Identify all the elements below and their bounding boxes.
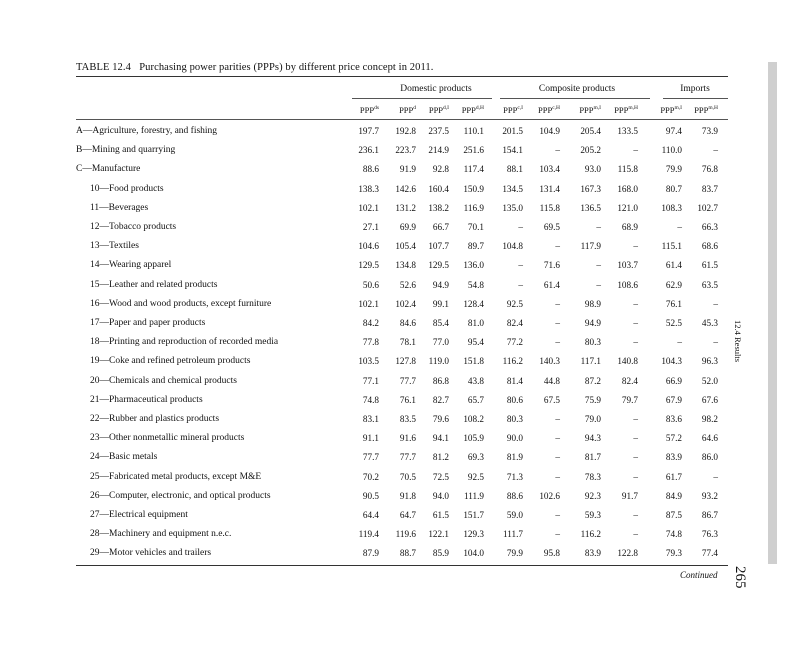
table-cell: 92.8	[432, 164, 449, 175]
table-cell: 122.8	[617, 548, 638, 559]
table-cell: 138.2	[428, 202, 449, 213]
table-cell: –	[677, 222, 682, 232]
table-cell: 83.7	[701, 183, 718, 194]
row-label: 17—Paper and paper products	[90, 318, 206, 328]
row-label: 29—Motor vehicles and trailers	[90, 548, 212, 559]
table-cell: 104.8	[502, 241, 523, 252]
table-cell: 150.9	[463, 183, 484, 194]
table-cell: 72.5	[432, 471, 449, 482]
table-cell: 116.2	[502, 356, 523, 367]
table-cell: 131.2	[395, 202, 416, 213]
table-cell: 117.1	[580, 356, 601, 367]
table-cell: 66.7	[432, 222, 449, 232]
table-cell: –	[713, 471, 718, 482]
table-cell: 59.3	[584, 510, 601, 520]
table-cell: –	[555, 510, 560, 520]
row-label: 20—Chemicals and chemical products	[90, 375, 237, 386]
table-cell: 104.9	[539, 126, 560, 136]
table-cell: 77.4	[701, 548, 718, 559]
table-cell: 122.1	[428, 529, 449, 540]
table-cell: –	[713, 298, 718, 309]
table-cell: –	[596, 279, 601, 290]
subheader-superscript: ds	[374, 105, 379, 112]
table-cell: 70.1	[467, 222, 484, 232]
table-cell: 77.7	[362, 452, 379, 463]
column-subheader	[674, 105, 718, 115]
table-cell: 116.2	[580, 529, 601, 540]
table-cell: 86.7	[701, 510, 718, 520]
table-cell: 88.1	[506, 164, 523, 175]
table-cell: 111.9	[464, 490, 484, 501]
table-cell: 104.0	[463, 548, 484, 559]
table-cell: 110.1	[463, 126, 484, 136]
row-label: 15—Leather and related products	[90, 279, 218, 290]
table-cell: 115.8	[617, 164, 638, 175]
table-cell: 94.3	[584, 433, 601, 444]
table-cell: 64.4	[362, 510, 379, 520]
table-cell: 103.7	[617, 260, 638, 271]
table-cell: 154.1	[502, 145, 523, 156]
table-cell: 82.4	[506, 318, 523, 328]
table-cell: 99.1	[432, 298, 449, 309]
table-cell: 78.1	[399, 337, 416, 348]
table-cell: 205.4	[580, 126, 601, 136]
table-cell: 61.5	[432, 510, 449, 520]
row-label: 16—Wood and wood products, except furniture	[90, 298, 272, 309]
subheader-base: PPP	[503, 105, 518, 115]
top-rule	[76, 76, 728, 77]
table-cell: –	[555, 471, 560, 482]
table-cell: 103.4	[539, 164, 560, 175]
table-cell: 50.6	[362, 279, 379, 290]
row-label: 21—Pharmaceutical products	[90, 394, 203, 405]
row-label: A—Agriculture, forestry, and fishing	[76, 126, 218, 136]
table-cell: –	[555, 337, 560, 348]
table-cell: 115.8	[539, 202, 560, 213]
table-cell: 43.8	[467, 375, 484, 386]
table-cell: 83.6	[665, 414, 682, 424]
table-cell: –	[713, 337, 718, 348]
table-cell: 133.5	[617, 126, 638, 136]
table-cell: 85.4	[432, 318, 449, 328]
table-cell: –	[555, 145, 560, 156]
table-cell: 91.1	[362, 433, 379, 444]
subheader-superscript: m,I	[674, 105, 682, 112]
table-cell: 44.8	[543, 375, 560, 386]
table-caption	[76, 62, 434, 73]
table-cell: 91.9	[399, 164, 416, 175]
table-cell: 92.5	[506, 298, 523, 309]
table-cell: 71.6	[543, 260, 560, 271]
table-cell: 81.2	[432, 452, 449, 463]
table-cell: 70.2	[362, 471, 379, 482]
table-cell: 98.9	[584, 298, 601, 309]
table-cell: 79.7	[621, 394, 638, 405]
table-cell: 74.8	[362, 394, 379, 405]
table-cell: 64.6	[701, 433, 718, 444]
subheader-superscript: m,H	[708, 105, 718, 112]
continued-note: Continued	[680, 570, 718, 580]
column-subheader	[440, 105, 484, 115]
row-label: 12—Tobacco products	[90, 222, 177, 232]
table-cell: 105.4	[395, 241, 416, 252]
table-cell: 168.0	[617, 183, 638, 194]
table-cell: 70.5	[399, 471, 416, 482]
table-cell: 84.2	[362, 318, 379, 328]
table-cell: 119.6	[395, 529, 416, 540]
table-cell: 69.5	[543, 222, 560, 232]
table-cell: 93.0	[584, 164, 601, 175]
table-cell: 76.1	[665, 298, 682, 309]
subheader-superscript: m,I	[593, 105, 601, 112]
column-subheader	[594, 105, 638, 115]
table-cell: 82.4	[621, 375, 638, 386]
table-cell: 151.8	[463, 356, 484, 367]
table-cell: –	[633, 471, 638, 482]
group-rule-imports	[663, 98, 728, 99]
table-cell: 83.5	[399, 414, 416, 424]
table-cell: 66.3	[701, 222, 718, 232]
table-cell: –	[555, 298, 560, 309]
subheader-base: PPP	[538, 105, 553, 115]
table-cell: 251.6	[463, 145, 484, 156]
group-rule-domestic	[352, 98, 492, 99]
table-cell: 79.9	[665, 164, 682, 175]
table-cell: –	[633, 241, 638, 252]
subheader-base: PPP	[359, 105, 375, 115]
table-cell: 98.2	[701, 414, 718, 424]
table-cell: 108.6	[617, 279, 638, 290]
table-cell: 151.7	[463, 510, 484, 520]
row-label: 24—Basic metals	[90, 452, 158, 463]
table-cell: 63.5	[701, 279, 718, 290]
table-cell: 77.8	[362, 337, 379, 348]
table-cell: –	[633, 318, 638, 328]
table-cell: 45.3	[701, 318, 718, 328]
table-cell: 87.2	[584, 375, 601, 386]
row-label: B—Mining and quarrying	[76, 145, 176, 156]
side-thumb-bar	[768, 62, 777, 564]
table-cell: 52.6	[399, 279, 416, 290]
group-header-domestic: Domestic products	[400, 84, 472, 94]
table-cell: 68.9	[621, 222, 638, 232]
table-cell: 134.5	[502, 183, 523, 194]
table-cell: 73.9	[701, 126, 718, 136]
table-cell: 108.3	[661, 202, 682, 213]
table-cell: 83.9	[665, 452, 682, 463]
table-cell: –	[713, 145, 718, 156]
row-label: 27—Electrical equipment	[90, 510, 188, 520]
table-cell: 88.7	[399, 548, 416, 559]
table-cell: –	[555, 241, 560, 252]
table-cell: 201.5	[502, 126, 523, 136]
table-cell: 62.9	[665, 279, 682, 290]
table-cell: 85.9	[432, 548, 449, 559]
table-cell: 91.7	[621, 490, 638, 501]
table-cell: 102.7	[697, 202, 718, 213]
table-cell: 81.9	[506, 452, 523, 463]
table-cell: 223.7	[395, 145, 416, 156]
table-cell: 79.0	[584, 414, 601, 424]
table-cell: 67.9	[665, 394, 682, 405]
table-cell: 77.7	[399, 375, 416, 386]
table-cell: –	[555, 414, 560, 424]
table-cell: –	[633, 529, 638, 540]
subheader-base: PPP	[461, 105, 476, 115]
table-cell: 119.4	[358, 529, 379, 540]
table-cell: 61.7	[665, 471, 682, 482]
table-cell: 92.5	[467, 471, 484, 482]
table-cell: 76.1	[399, 394, 416, 405]
row-label: 26—Computer, electronic, and optical products	[90, 490, 271, 501]
table-cell: 135.0	[502, 202, 523, 213]
table-cell: –	[555, 433, 560, 444]
table-cell: 64.7	[399, 510, 416, 520]
table-cell: –	[633, 337, 638, 348]
table-cell: 214.9	[428, 145, 449, 156]
table-cell: –	[633, 145, 638, 156]
table-cell: 71.3	[506, 471, 523, 482]
table-cell: 167.3	[580, 183, 601, 194]
table-cell: 88.6	[362, 164, 379, 175]
table-cell: 81.4	[506, 375, 523, 386]
table-cell: 116.9	[463, 202, 484, 213]
subheader-base: PPP	[660, 105, 675, 115]
table-cell: 79.3	[665, 548, 682, 559]
row-label: 14—Wearing apparel	[90, 260, 172, 271]
table-cell: 129.3	[463, 529, 484, 540]
table-cell: 117.9	[580, 241, 601, 252]
table-cell: 84.9	[665, 490, 682, 501]
table-cell: 119.0	[428, 356, 449, 367]
table-cell: 80.3	[584, 337, 601, 348]
table-cell: 93.2	[701, 490, 718, 501]
page-number: 265	[732, 566, 748, 589]
table-cell: 115.1	[661, 241, 682, 252]
table-cell: 66.9	[665, 375, 682, 386]
table-cell: 80.6	[506, 394, 523, 405]
table-cell: 80.3	[506, 414, 523, 424]
table-cell: 134.8	[395, 260, 416, 271]
table-cell: 65.7	[467, 394, 484, 405]
table-cell: 61.5	[701, 260, 718, 271]
table-cell: 87.9	[362, 548, 379, 559]
table-cell: 129.5	[358, 260, 379, 271]
table-cell: 90.0	[506, 433, 523, 444]
table-cell: 121.0	[617, 202, 638, 213]
table-cell: 87.5	[665, 510, 682, 520]
table-cell: 67.5	[543, 394, 560, 405]
table-cell: 77.0	[432, 337, 449, 348]
table-cell: 95.4	[467, 337, 484, 348]
table-cell: 81.7	[584, 452, 601, 463]
row-label: 23—Other nonmetallic mineral products	[90, 433, 245, 444]
table-cell: 95.8	[543, 548, 560, 559]
table-cell: 236.1	[358, 145, 379, 156]
table-cell: 138.3	[358, 183, 379, 194]
group-header-imports: Imports	[680, 84, 710, 94]
table-cell: 76.3	[701, 529, 718, 540]
row-label: 25—Fabricated metal products, except M&E	[90, 471, 262, 482]
table-cell: –	[596, 222, 601, 232]
table-cell: 77.2	[506, 337, 523, 348]
group-rule-composite	[500, 98, 650, 99]
table-cell: 94.1	[432, 433, 449, 444]
table-number: TABLE 12.4	[76, 62, 131, 73]
table-cell: 61.4	[543, 279, 560, 290]
table-cell: 142.6	[395, 183, 416, 194]
table-cell: 69.3	[467, 452, 484, 463]
table-cell: 81.0	[467, 318, 484, 328]
table-cell: 69.9	[399, 222, 416, 232]
table-cell: 54.8	[467, 279, 484, 290]
table-cell: 86.0	[701, 452, 718, 463]
table-cell: 68.6	[701, 241, 718, 252]
table-cell: 75.9	[584, 394, 601, 405]
subheader-superscript: d	[413, 105, 416, 112]
table-cell: 91.8	[399, 490, 416, 501]
subheader-superscript: c,H	[552, 105, 560, 112]
table-cell: 205.2	[580, 145, 601, 156]
subheader-base: PPP	[428, 105, 444, 115]
table-cell: 94.9	[584, 318, 601, 328]
row-label: 19—Coke and refined petroleum products	[90, 356, 251, 367]
table-cell: –	[555, 318, 560, 328]
table-cell: –	[633, 414, 638, 424]
subheader-base: PPP	[694, 105, 709, 115]
table-cell: 102.1	[358, 298, 379, 309]
table-cell: –	[633, 510, 638, 520]
table-cell: 160.4	[428, 183, 449, 194]
table-cell: –	[633, 433, 638, 444]
table-cell: –	[518, 222, 523, 232]
table-cell: 89.7	[467, 241, 484, 252]
table-cell: 74.8	[665, 529, 682, 540]
table-cell: 27.1	[362, 222, 379, 232]
table-cell: 192.8	[395, 126, 416, 136]
table-cell: 136.5	[580, 202, 601, 213]
table-cell: 237.5	[428, 126, 449, 136]
table-cell: 90.5	[362, 490, 379, 501]
table-cell: –	[518, 260, 523, 271]
subheader-base: PPP	[399, 105, 414, 115]
table-cell: 140.8	[617, 356, 638, 367]
subheader-superscript: d,H	[475, 105, 484, 112]
row-label: 28—Machinery and equipment n.e.c.	[90, 529, 232, 540]
table-cell: 94.9	[432, 279, 449, 290]
table-cell: 61.4	[665, 260, 682, 271]
table-cell: 82.7	[432, 394, 449, 405]
table-cell: 78.3	[584, 471, 601, 482]
table-cell: 77.1	[362, 375, 379, 386]
table-cell: 83.9	[584, 548, 601, 559]
table-cell: 102.4	[395, 298, 416, 309]
table-cell: 76.8	[701, 164, 718, 175]
subheader-superscript: m,H	[628, 105, 638, 112]
row-label: 11—Beverages	[90, 202, 149, 213]
table-cell: 105.9	[463, 433, 484, 444]
table-cell: 136.0	[463, 260, 484, 271]
table-cell: 103.5	[358, 356, 379, 367]
table-cell: –	[596, 260, 601, 271]
bottom-rule	[76, 565, 728, 566]
table-cell: 97.4	[665, 126, 682, 136]
row-label: 18—Printing and reproduction of recorded media	[90, 337, 279, 348]
table-cell: 92.3	[584, 490, 601, 501]
table-cell: 102.6	[539, 490, 560, 501]
subheader-superscript: d,I	[443, 105, 449, 112]
table-cell: 94.0	[432, 490, 449, 501]
table-cell: –	[633, 452, 638, 463]
table-cell: 104.6	[358, 241, 379, 252]
table-cell: –	[633, 298, 638, 309]
table-cell: 79.9	[506, 548, 523, 559]
header-rule	[76, 119, 728, 120]
table-cell: 96.3	[701, 356, 718, 367]
table-cell: 108.2	[463, 414, 484, 424]
table-cell: 52.0	[701, 375, 718, 386]
table-cell: 107.7	[428, 241, 449, 252]
table-cell: 79.6	[432, 414, 449, 424]
table-cell: 128.4	[463, 298, 484, 309]
table-cell: –	[555, 452, 560, 463]
table-cell: 129.5	[428, 260, 449, 271]
table-title: Purchasing power parities (PPPs) by different price concept in 2011.	[139, 62, 434, 73]
subheader-superscript: c,I	[517, 105, 523, 112]
table-cell: 67.6	[701, 394, 718, 405]
table-cell: 83.1	[362, 414, 379, 424]
group-header-composite: Composite products	[538, 84, 616, 94]
table-cell: 102.1	[358, 202, 379, 213]
table-cell: 86.8	[432, 375, 449, 386]
table-cell: 197.7	[358, 126, 379, 136]
table-cell: 52.5	[665, 318, 682, 328]
table-cell: –	[518, 279, 523, 290]
section-running-head: 12.4 Results	[733, 320, 743, 363]
table-cell: 127.8	[395, 356, 416, 367]
table-cell: 88.6	[506, 490, 523, 501]
table-cell: 140.3	[539, 356, 560, 367]
table-cell: 59.0	[506, 510, 523, 520]
table-cell: 110.0	[661, 145, 682, 156]
table-cell: 84.6	[399, 318, 416, 328]
table-cell: 111.7	[503, 529, 523, 540]
row-label: 13—Textiles	[90, 241, 139, 252]
row-label: 10—Food products	[90, 183, 164, 194]
table-cell: 91.6	[399, 433, 416, 444]
column-subheader	[516, 105, 560, 115]
table-cell: 77.7	[399, 452, 416, 463]
row-label: C—Manufacture	[76, 164, 141, 175]
subheader-base: PPP	[579, 105, 594, 115]
table-cell: 131.4	[539, 183, 560, 194]
table-cell: 104.3	[661, 356, 682, 367]
table-cell: 57.2	[665, 433, 682, 444]
table-cell: 117.4	[463, 164, 484, 175]
row-label: 22—Rubber and plastics products	[90, 414, 220, 424]
table-cell: –	[677, 337, 682, 348]
table-cell: –	[555, 529, 560, 540]
table-cell: 80.7	[665, 183, 682, 194]
subheader-base: PPP	[614, 105, 629, 115]
